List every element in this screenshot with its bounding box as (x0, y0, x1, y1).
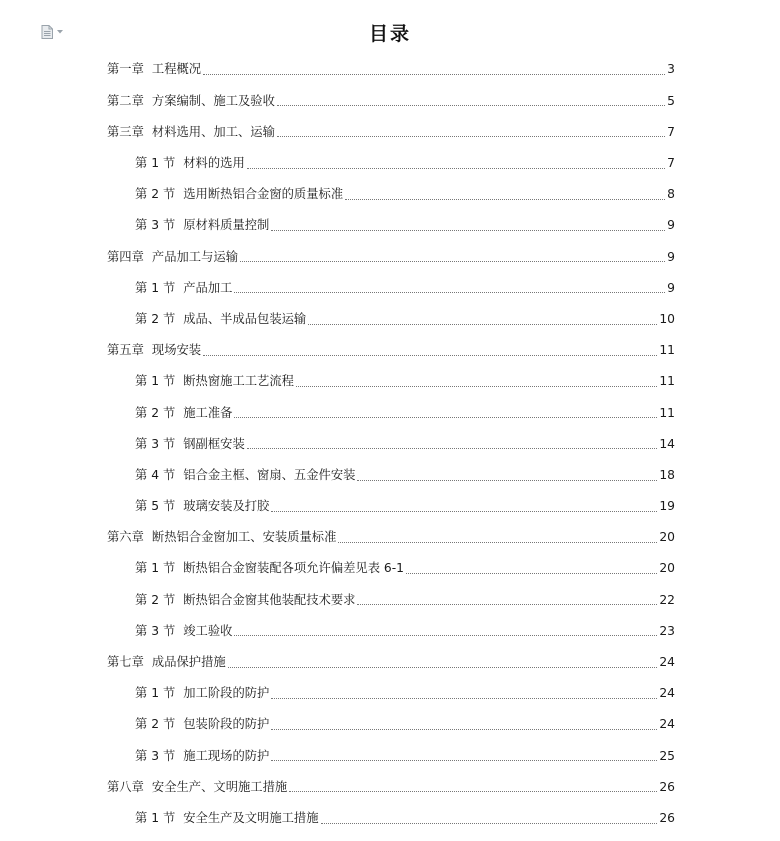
dot-leader (357, 480, 657, 481)
toc-page-number: 24 (659, 686, 675, 701)
dot-leader (338, 542, 657, 543)
toc-entry-number: 第五章 (107, 343, 144, 358)
dot-leader (406, 573, 657, 574)
toc-section-entry[interactable] (107, 709, 675, 740)
toc-page-number: 26 (659, 779, 675, 794)
dot-leader (271, 698, 657, 699)
dot-leader (234, 635, 657, 636)
toc-page-number: 11 (659, 405, 675, 420)
toc-entry-title: 断热窗施工工艺流程 (183, 374, 294, 389)
toc-entry-title: 安全生产及文明施工措施 (183, 810, 319, 825)
dot-leader (277, 105, 665, 106)
toc-entry-number: 第 5 节 (135, 499, 176, 514)
toc-page-number: 3 (667, 62, 675, 77)
toc-entry-label (135, 282, 232, 294)
toc-entry-label (135, 625, 232, 637)
toc-entry-number: 第 1 节 (135, 686, 176, 701)
toc-entry-title: 成品、半成品包装运输 (183, 311, 307, 326)
toc-entry-label (135, 750, 269, 762)
toc-page-number: 11 (659, 374, 675, 389)
dot-leader (321, 823, 658, 824)
dot-leader (271, 230, 665, 231)
toc-section-entry[interactable] (107, 272, 675, 303)
toc-page-number: 24 (659, 717, 675, 732)
toc-page-number: 25 (659, 748, 675, 763)
toc-entry-label (107, 531, 336, 543)
toc-entry-number: 第 1 节 (135, 374, 176, 389)
toc-section-entry[interactable] (107, 740, 675, 771)
toc-section-entry[interactable] (107, 210, 675, 241)
toc-page-number: 23 (659, 623, 675, 638)
toc-page-number: 22 (659, 592, 675, 607)
dot-leader (247, 448, 658, 449)
toc-entry-title: 加工阶段的防护 (183, 686, 270, 701)
toc-section-entry[interactable] (107, 428, 675, 459)
toc-section-entry[interactable] (107, 366, 675, 397)
toc-entry-label (135, 438, 245, 450)
toc-page-number: 10 (659, 311, 675, 326)
toc-chapter-entry[interactable] (107, 335, 675, 366)
toc-entry-label (135, 157, 245, 169)
toc-entry-number: 第六章 (107, 530, 144, 545)
toc-chapter-entry[interactable] (107, 241, 675, 272)
toc-entry-number: 第 3 节 (135, 436, 176, 451)
toc-page-number: 19 (659, 499, 675, 514)
toc-chapter-entry[interactable] (107, 522, 675, 553)
toc-entry-title: 成品保护措施 (151, 655, 226, 669)
toc-section-entry[interactable] (107, 459, 675, 490)
toc-section-entry[interactable] (107, 304, 675, 335)
toc-page-number: 7 (667, 124, 675, 139)
toc-entry-title: 断热铝合金窗加工、安装质量标准 (151, 530, 337, 545)
dot-leader (240, 261, 665, 262)
dot-leader (345, 199, 665, 200)
toc-entry-number: 第三章 (107, 124, 144, 139)
toc-entry-title: 安全生产、文明施工措施 (151, 779, 288, 794)
toc-entry-number: 第 1 节 (135, 561, 176, 576)
dot-leader (203, 355, 657, 356)
toc-page-number: 9 (667, 218, 675, 233)
toc-entry-number: 第 2 节 (135, 592, 176, 607)
toc-entry-number: 第 3 节 (135, 748, 176, 763)
toc-page-number: 14 (659, 436, 675, 451)
toc-entry-title: 材料选用、加工、运输 (151, 124, 275, 139)
toc-page-number: 5 (667, 93, 675, 108)
toc-entry-title: 包装阶段的防护 (183, 717, 270, 732)
toc-entry-title: 施工准备 (183, 405, 233, 420)
toc-page-number: 24 (659, 655, 675, 669)
toc-entry-number: 第 2 节 (135, 311, 176, 326)
toc-entry-label (135, 375, 294, 387)
toc-entry-label (107, 781, 287, 793)
dot-leader (271, 729, 657, 730)
toc-entry-number: 第二章 (107, 93, 144, 108)
toc-entry-label (135, 562, 404, 574)
toc-entry-label (107, 251, 238, 263)
dot-leader (357, 604, 657, 605)
toc-section-entry[interactable] (107, 553, 675, 584)
toc-entry-number: 第 2 节 (135, 405, 176, 420)
toc-section-entry[interactable] (107, 678, 675, 709)
toc-entry-number: 第七章 (107, 655, 144, 669)
toc-entry-label (107, 126, 275, 138)
toc-entry-label (107, 63, 201, 75)
toc-chapter-entry[interactable] (107, 771, 675, 802)
toc-section-entry[interactable] (107, 148, 675, 179)
toc-page-number: 7 (667, 156, 675, 170)
toc-entry-number: 第 1 节 (135, 280, 176, 295)
toc-entry-title: 选用断热铝合金窗的质量标准 (183, 187, 344, 202)
toc-section-entry[interactable] (107, 584, 675, 615)
toc-section-entry[interactable] (107, 179, 675, 210)
toc-entry-number: 第 1 节 (135, 810, 176, 825)
toc-chapter-entry[interactable] (107, 85, 675, 116)
toc-entry-number: 第 3 节 (135, 623, 176, 638)
dot-leader (271, 511, 657, 512)
toc-entry-label (135, 500, 269, 512)
dot-leader (289, 791, 657, 792)
toc-entry-title: 玻璃安装及打胶 (183, 499, 270, 514)
dot-leader (228, 667, 658, 668)
dot-leader (234, 292, 665, 293)
toc-entry-label (135, 594, 355, 606)
toc-entry-title: 铝合金主框、窗扇、五金件安装 (183, 467, 356, 482)
toc-entry-number: 第 3 节 (135, 218, 176, 233)
toc-entry-number: 第四章 (107, 249, 144, 264)
toc-page-number: 9 (667, 280, 675, 295)
toc-entry-number: 第 1 节 (135, 156, 176, 170)
toc-entry-title: 方案编制、施工及验收 (151, 93, 275, 108)
toc-section-entry[interactable] (107, 491, 675, 522)
toc-entry-title: 工程概况 (151, 62, 202, 77)
dot-leader (234, 417, 657, 418)
toc-section-entry[interactable] (107, 397, 675, 428)
toc-entry-label (107, 344, 201, 356)
toc-entry-title: 材料的选用 (183, 156, 245, 170)
toc-page-number: 26 (659, 810, 675, 825)
toc-entry-title: 钢副框安装 (183, 436, 245, 451)
toc-page-number: 20 (659, 561, 675, 576)
toc-page-number: 11 (659, 343, 675, 358)
toc-page-number: 18 (659, 467, 675, 482)
toc-entry-number: 第 2 节 (135, 717, 176, 732)
dot-leader (277, 136, 665, 137)
toc-entry-number: 第一章 (107, 62, 144, 77)
toc-entry-title: 断热铝合金窗其他装配技术要求 (183, 592, 356, 607)
dot-leader (296, 386, 657, 387)
toc-entry-label (135, 718, 269, 730)
toc-entry-label (135, 469, 355, 481)
toc-page-number: 20 (659, 530, 675, 545)
table-of-contents (107, 54, 675, 834)
toc-entry-label (135, 219, 269, 231)
toc-entry-title: 断热铝合金窗装配各项允许偏差见表 6-1 (183, 561, 404, 576)
toc-entry-title: 产品加工 (183, 280, 233, 295)
toc-page-number: 8 (667, 187, 675, 202)
toc-entry-number: 第 2 节 (135, 187, 176, 202)
dot-leader (308, 324, 657, 325)
page-title: 目录 (368, 23, 411, 45)
toc-entry-label (135, 812, 319, 824)
toc-entry-title: 竣工验收 (183, 623, 233, 638)
dot-leader (247, 168, 665, 169)
toc-entry-title: 施工现场的防护 (183, 748, 270, 763)
toc-entry-label (107, 656, 226, 668)
toc-section-entry[interactable] (107, 803, 675, 834)
toc-entry-label (135, 407, 232, 419)
toc-page-number: 9 (667, 249, 675, 264)
toc-entry-label (135, 687, 269, 699)
toc-entry-label (135, 313, 306, 325)
dot-leader (203, 74, 665, 75)
toc-entry-title: 原材料质量控制 (183, 218, 270, 233)
toc-chapter-entry[interactable] (107, 647, 675, 678)
toc-chapter-entry[interactable] (107, 116, 675, 147)
toc-section-entry[interactable] (107, 615, 675, 646)
toc-entry-number: 第八章 (107, 779, 144, 794)
dot-leader (271, 760, 657, 761)
toc-entry-label (135, 188, 343, 200)
toc-entry-title: 产品加工与运输 (151, 249, 238, 264)
toc-entry-label (107, 95, 275, 107)
toc-entry-number: 第 4 节 (135, 467, 176, 482)
toc-entry-title: 现场安装 (151, 343, 202, 358)
toc-chapter-entry[interactable] (107, 54, 675, 85)
